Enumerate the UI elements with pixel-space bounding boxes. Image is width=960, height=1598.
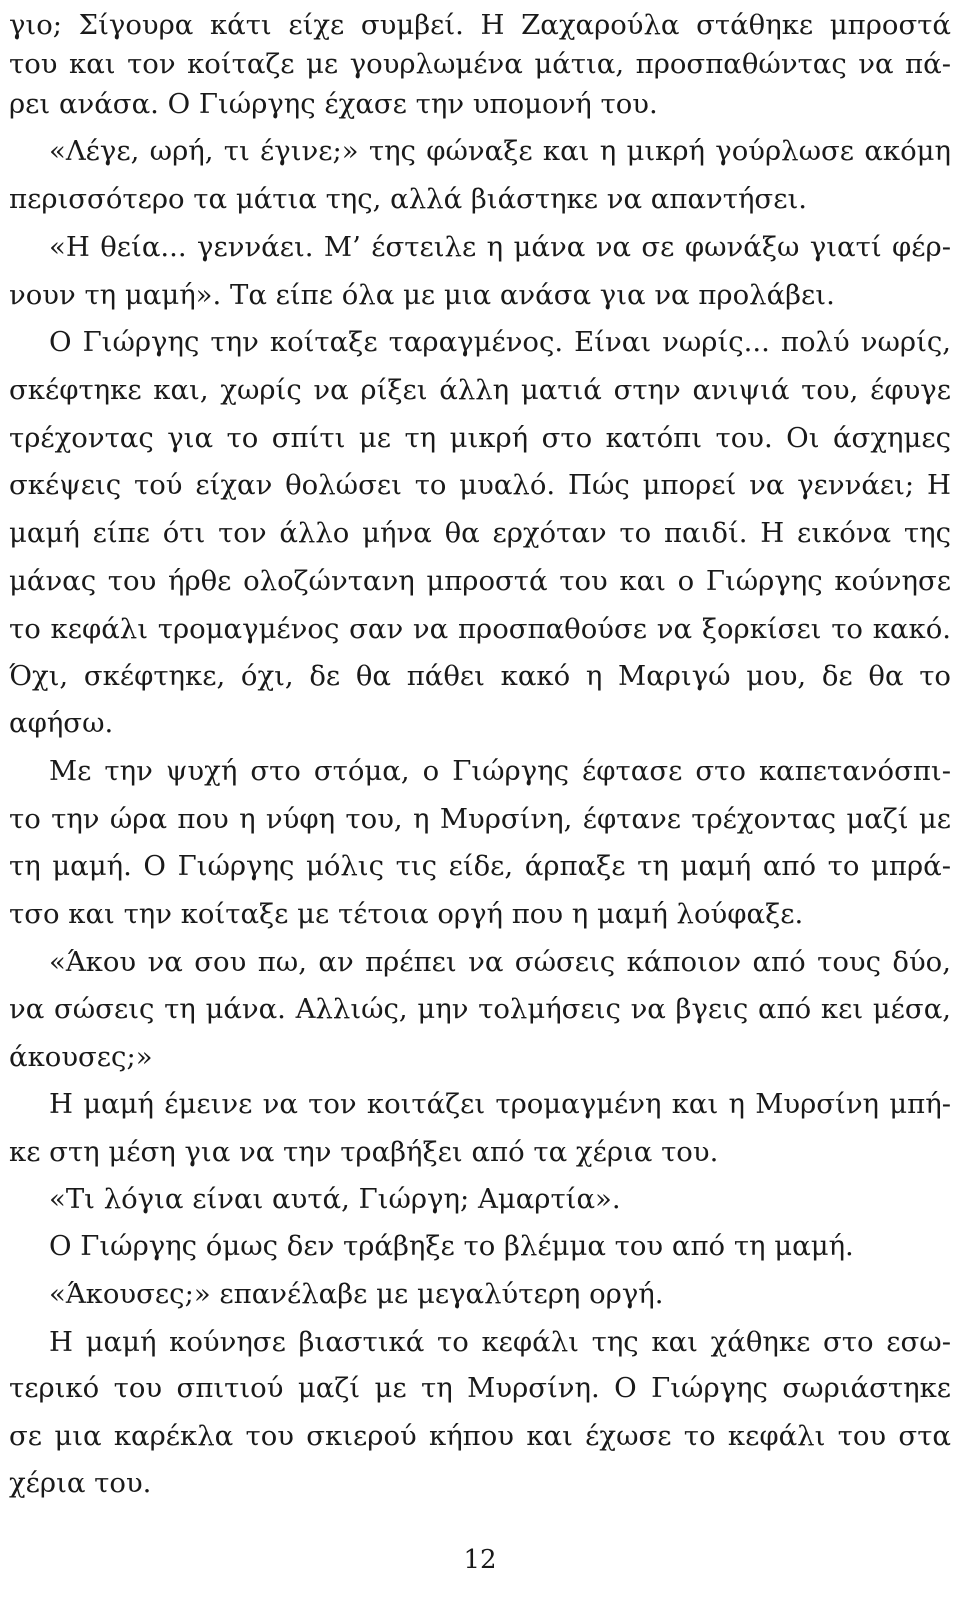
text-line: Με την ψυχή στο στόμα, ο Γιώργης έφτασε στο καπετανόσπι- [49,754,951,787]
text-line: «Άκου να σου πω, αν πρέπει να σώσεις κάποιον από τους δύο, [49,945,951,978]
text-line: το κεφάλι τρομαγμένος σαν να προσπαθούσε να ξορκίσει το κακό. [9,612,951,645]
text-line: χέρια του. [9,1467,152,1499]
text-line: γιο; Σίγουρα κάτι είχε συμβεί. Η Ζαχαρούλα στάθηκε μπροστά [9,9,951,41]
text-line: άκουσες;» [9,1041,153,1074]
text-line: «Η θεία... γεννάει. Μ’ έστειλε η μάνα να σε φωνάξω γιατί φέρ- [49,230,951,263]
text-line: το την ώρα που η νύφη του, η Μυρσίνη, έφτανε τρέχοντας μαζί με [9,802,951,835]
text-line: τη μαμή. Ο Γιώργης μόλις τις είδε, άρπαξε τη μαμή από το μπρά- [9,850,951,883]
text-line: ρει ανάσα. Ο Γιώργης έχασε την υπομονή του. [9,87,658,120]
text-line: σκέψεις τού είχαν θολώσει το μυαλό. Πώς μπορεί να γεννάει; Η [9,469,951,502]
text-line: «Άκουσες;» επανέλαβε με μεγαλύτερη οργή. [49,1277,664,1310]
text-line: Η μαμή έμεινε να τον κοιτάζει τρομαγμένη και η Μυρσίνη μπή- [49,1087,951,1120]
text-line: κε στη μέση για να την τραβήξει από τα χέρια του. [9,1135,719,1168]
text-line: «Τι λόγια είναι αυτά, Γιώργη; Αμαρτία». [49,1183,621,1216]
page-number: 12 [463,1545,497,1575]
text-line: αφήσω. [9,707,114,740]
text-line: μαμή είπε ότι τον άλλο μήνα θα ερχόταν το παιδί. Η εικόνα της [9,517,951,550]
text-line: Η μαμή κούνησε βιαστικά το κεφάλι της και χάθηκε στο εσω- [49,1325,951,1358]
text-line: σκέφτηκε και, χωρίς να ρίξει άλλη ματιά στην ανιψιά του, έφυγε [9,373,951,406]
text-line: τερικό του σπιτιού μαζί με τη Μυρσίνη. Ο Γιώργης σωριάστηκε [9,1372,951,1405]
text-line: τσο και την κοίταξε με τέτοια οργή που η μαμή λούφαξε. [9,898,804,931]
text-line: Ο Γιώργης την κοίταξε ταραγμένος. Είναι νωρίς... πολύ νωρίς, [49,326,951,359]
text-line: μάνας του ήρθε ολοζώντανη μπροστά του και ο Γιώργης κούνησε [9,564,951,597]
text-line: Ο Γιώργης όμως δεν τράβηξε το βλέμμα του από τη μαμή. [49,1230,854,1263]
text-line: νουν τη μαμή». Τα είπε όλα με μια ανάσα για να προλάβει. [9,278,835,311]
text-line: να σώσεις τη μάνα. Αλλιώς, μην τολμήσεις να βγεις από κει μέσα, [9,993,951,1026]
text-line: «Λέγε, ωρή, τι έγινε;» της φώναξε και η μικρή γούρλωσε ακόμη [49,135,951,168]
text-line: σε μια καρέκλα του σκιερού κήπου και έχωσε το κεφάλι του στα [9,1420,951,1453]
text-line: τρέχοντας για το σπίτι με τη μικρή στο κατόπι του. Οι άσχημες [9,421,951,454]
text-line: περισσότερο τα μάτια της, αλλά βιάστηκε να απαντήσει. [9,183,807,216]
text-line: του και τον κοίταζε με γουρλωμένα μάτια, προσπαθώντας να πά- [9,48,951,81]
text-line: Όχι, σκέφτηκε, όχι, δε θα πάθει κακό η Μαριγώ μου, δε θα το [9,660,951,693]
